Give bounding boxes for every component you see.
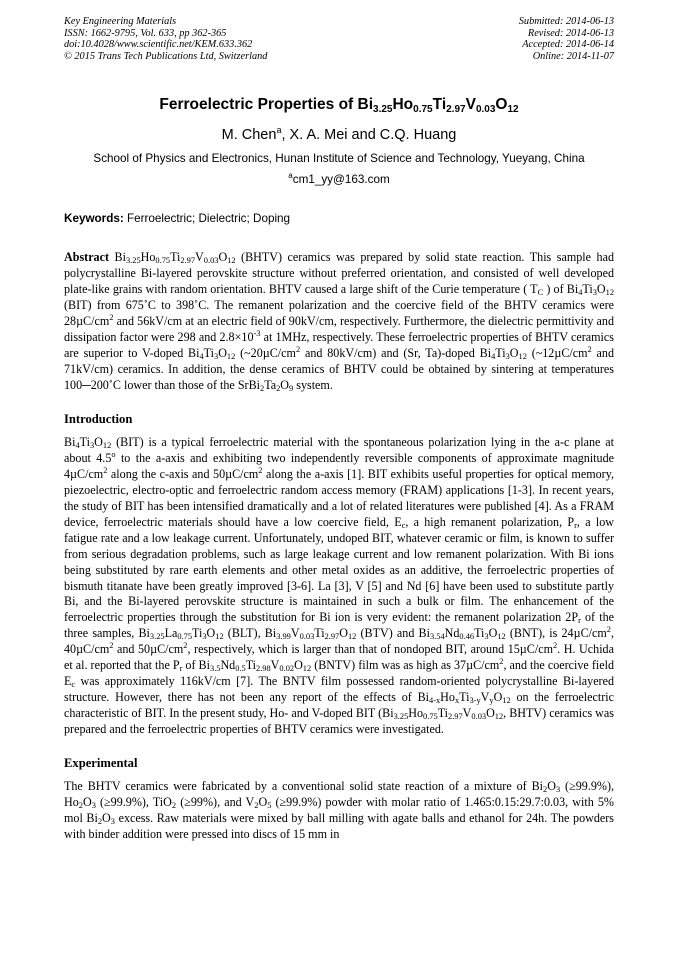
- journal-info: [64, 16, 267, 62]
- keywords: Keywords: Ferroelectric; Dielectric; Doping: [64, 212, 291, 226]
- introduction-paragraph: $Bi_4Ti_3O_{12}$ (BIT) is a typical ferroelectric material with the spontaneous polarization lying in the a-c plane at about 4.5$^o$ to the a-axis and exhibiting two independently reversible components of approximate magnitude $4\mu C/cm^2$ along the c-axis and $50\mu C/cm^2$ along the a-axis [1]. BIT exhibits useful properties for optical memory, piezoelectric, electro-optic and ferroelectric random access memory (FRAM) applications [1-3]. In recent years, the study of BIT has been intensified dramatically and a lot of related literatures were published [4]. As a FRAM device, ferroelectric materials should have a low coercive field, $E_c$, a high remanent polarization, $P_r$, a low fatigue rate and a low leakage current. Unfortunately, undoped BIT, whatever ceramic or film, is known to suffer from serious degradation problems, such as large leakage current and low remanent polarization. With Bi ions being substituted by rare earth elements and other metal oxides as an additive, the ferroelectric properties of bismuth titanate have been greatly improved [3-6]. La [3], V [5] and Nd [6] have been used to substitute partly Bi, and the Bi-layered perovskite structure is maintained in such a bulk or film. The enhancement of the ferroelectric properties through the substitution for Bi ion is very evident: the remanent polarization $2P_r$ of the three samples, $Bi_{3.25}La_{0.75}Ti_3O_{12}$ (BLT), $Bi_{3.99}V_{0.03}Ti_{2.97}O_{12}$ (BTV) and $Bi_{3.54}Nd_{0.46}Ti_3O_{12}$ (BNT), is $24\mu C/cm^2$, $40\mu C/cm^2$ and $50\mu C/cm^2$, respectively, which is larger than that of nondoped BIT, around $15\mu C/cm^2$. H. Uchida et al. reported that the $P_r$ of $Bi_{3.5}Nd_{0.5}Ti_{2.98}V_{0.02}O_{12}$ (BNTV) film was as high as $37\mu C/cm^2$, and the coercive field $E_c$ was approximately 116kV/cm [7]. The BNTV film possessed random-oriented polycrystalline Bi-layered structure. However, there has not been any report of the effects of $Bi_{4-x}Ho_xTi_{3-y}V_yO_{12}$ on the ferroelectric characteristic of BIT. In the present study, Ho- and V-doped BIT ($Bi_{3.25}Ho_{0.75}Ti_{2.97}V_{0.03}O_{12}$, BHTV) ceramics was prepared and the ferroelectric properties of BHTV ceramics were investigated.: [64, 434, 615, 737]
- journal-copyright: © 2015 Trans Tech Publications Ltd, Switzerland: [64, 50, 268, 62]
- experimental-paragraph: The BHTV ceramics were fabricated by a conventional solid state reaction of a mixture of $Bi_2O_3$ (≥99.9%), $Ho_2O_3$ (≥99.9%), TiO$_2$ (≥99%), and $V_2O_5$ (≥99.9%) powder with molar ratio of 1.465:0.15:29.7:0.03, with 5% mol $Bi_2O_3$ excess. Raw materials were mixed by ball milling with agate balls and ethanol for 24h. The powders with binder addition were pressed into discs of 15 mm in: [64, 779, 615, 841]
- publication-dates: [519, 16, 614, 62]
- section-heading-experimental: Experimental: [64, 756, 138, 771]
- affiliation: School of Physics and Electronics, Hunan Institute of Science and Technology, Yueyang, China: [93, 152, 585, 166]
- date-revised: Revised: 2014-06-13: [527, 27, 614, 39]
- abstract-paragraph: Abstract $Bi_{3.25}Ho_{0.75}Ti_{2.97}V_{0.03}O_{12}$ (BHTV) ceramics was prepared by solid state reaction. This sample had polycrystalline Bi-layered perovskite structure without preferred orientation, and consisted of well developed plate-like grains with random orientation. BHTV caused a large shift of the Curie temperature ( $T_C$ ) of $Bi_4Ti_3O_{12}$ (BIT) from 675˚C to 398˚C. The remanent polarization and the coercive field of the BHTV ceramics were $28\mu C/cm^2$ and 56kV/cm at an electric field of 90kV/cm, respectively. Furthermore, the dielectric permittivity and dissipation factor were 298 and $2.8\times 10^{-3}$ at 1MHz, respectively. These ferroelectric properties of BHTV ceramics are superior to V-doped $Bi_4Ti_3O_{12}$ ($\sim 20\mu C/cm^2$ and 80kV/cm) and (Sr, Ta)-doped $Bi_4Ti_3O_{12}$ ($\sim 12\mu C/cm^2$ and 71kV/cm) ceramics. In addition, the dense ceramics of BHTV could be obtained by sintering at temperatures 100─200˚C lower than those of the $SrBi_2Ta_2O_9$ system.: [64, 250, 615, 393]
- journal-doi[interactable]: doi:10.4028/www.scientific.net/KEM.633.362: [64, 39, 253, 51]
- author-list: M. Chen$^a$, X. A. Mei and C.Q. Huang: [221, 125, 457, 144]
- journal-header: [64, 16, 614, 62]
- author-email[interactable]: $^a$cm1_yy@163.com: [288, 171, 390, 187]
- journal-name: Key Engineering Materials: [64, 16, 177, 27]
- date-online: Online: 2014-11-07: [532, 50, 614, 62]
- date-submitted: Submitted: 2014-06-13: [518, 16, 614, 27]
- journal-issn: ISSN: 1662-9795, Vol. 633, pp 362-365: [64, 27, 227, 39]
- date-accepted: Accepted: 2014-06-14: [522, 39, 614, 51]
- section-heading-introduction: Introduction: [64, 411, 133, 426]
- paper-title: Ferroelectric Properties of $Bi_{3.25}Ho_{0.75}Ti_{2.97}V_{0.03}O_{12}$: [159, 96, 519, 116]
